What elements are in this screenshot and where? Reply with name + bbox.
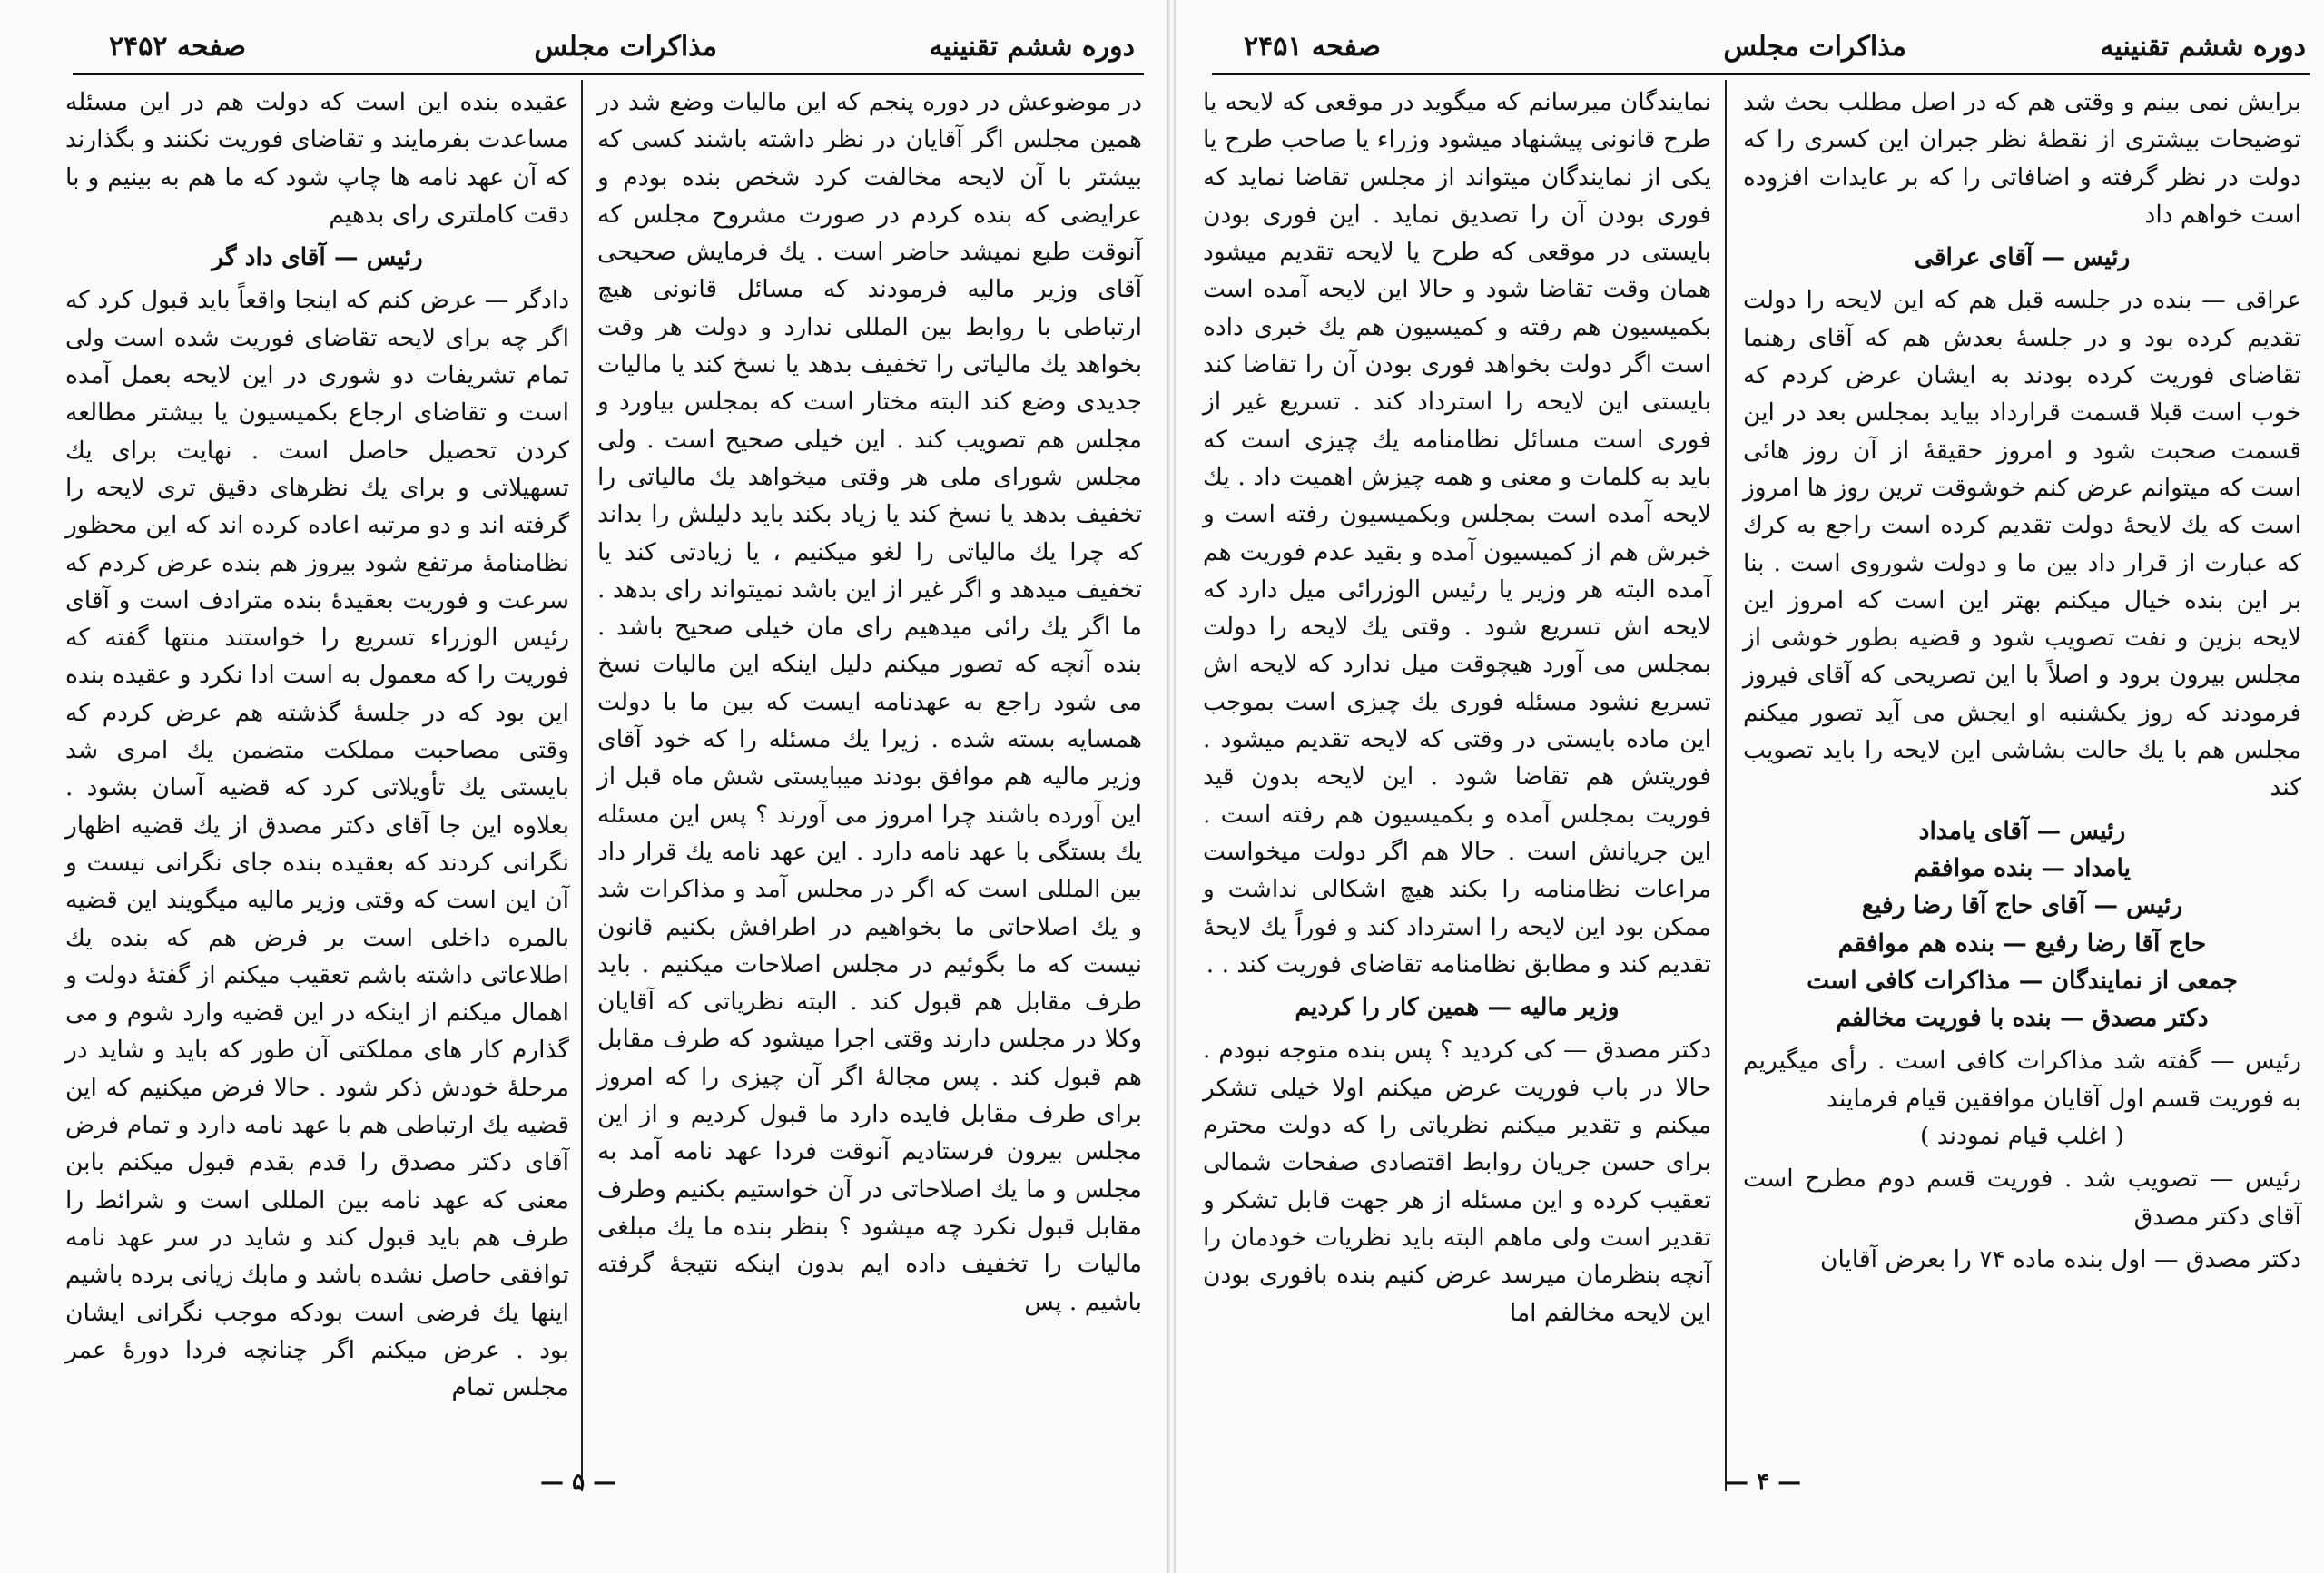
paragraph: عراقی — بنده در جلسه قبل هم که این لایحه را دولت تقدیم کرده بود و در جلسهٔ بعدش هم که آقای رهنما تقاضای فوریت کرده بودند به ایشان عرض کردم که خوب است قبلا قسمت قرارداد بیاید بمجلس بعد در این قسمت صحبت شود و امروز حقیقهٔ از آن روز هائی است که میتوانم عرض کنم خوشوقت ترین روز ها امروز است که یك لایحهٔ دولت تقدیم کرده است راجع به کرك که عبارت از قرار داد بین ما و دولت شوروی است . بنا بر این بنده خیال میکنم بهتر این است که امروز این لایحه بزین و نفت تصویب شود و قضیه بطور خوشی از مجلس بیرون برود و اصلاً با این تصریحی که آقای فیروز فرمودند که روز یکشنبه او ایجش می آید تصور میکنم مجلس هم با یك حالت بشاشی این لایحه را باید تصویب کند <box>1743 286 2301 802</box>
left-page-number: — ۵ — <box>540 1469 617 1496</box>
speaker-heading: رئیس — آقای عراقی <box>1914 243 2131 272</box>
right-page <box>1176 0 2324 1573</box>
book-gutter <box>1167 0 1176 1573</box>
speaker-heading: رئیس — آقای یامداد <box>1918 816 2126 845</box>
left-header-title: مذاکرات مجلس <box>534 31 717 63</box>
speaker-line: دکتر مصدق — بنده با فوریت مخالفم <box>1836 1004 2209 1033</box>
paragraph: برایش نمی بینم و وقتی هم که در اصل مطلب بحث شد توضیحات بیشتری از نقطهٔ نظر جبران این کسری را که دولت در نظر گرفته و اضافاتی را که بر عایدات افزوده است خواهم داد <box>1743 88 2301 229</box>
paragraph: رئیس — گفته شد مذاکرات کافی است . رأی میگیریم به فوریت قسم اول آقایان موافقین قیام فرمایند <box>1743 1047 2301 1113</box>
left-page-header <box>109 20 1144 74</box>
paragraph: دکتر مصدق — کی کردید ؟ پس بنده متوجه نبودم . حالا در باب فوریت عرض میکنم اولا خیلی تشکر میکنم و تقدیر میکنم نظریاتی را که دولت محترم برای حسن جریان روابط اقتصادی صفحات شمالی تعقیب کرده و این مسئله از هر جهت قابل تشکر و تقدیر است ولی ماهم البته باید نظریات خودمان را آنچه بنظرمان میرسد عرض کنیم بنده بافوری بودن این لایحه مخالفم اما <box>1203 1036 1711 1327</box>
speaker-heading: رئیس — آقای داد گر <box>212 243 423 272</box>
right-column-divider <box>1725 80 1727 1491</box>
speaker-heading: وزیر مالیه — همین کار را کردیم <box>1295 993 1620 1022</box>
speaker-heading: رئیس — آقای حاج آقا رضا رفیع <box>1861 891 2183 920</box>
paragraph: نمایندگان میرسانم که میگوید در موقعی که لایحه یا طرح قانونی پیشنهاد میشود وزراء یا صاحب طرح یا یکی از نمایندگان میتواند از مجلس تقاضا نماید که فوری بودن آن را تصدیق نماید . این فوری بودن بایستی در موقعی که طرح یا لایحه تقدیم میشود همان وقت تقاضا شود و حالا این لایحه آمده است بکمیسیون هم رفته و کمیسیون هم یك خبری داده است اگر دولت بخواهد فوری بودن آن را تقاضا کند بایستی این لایحه را استرداد کند . تسریع غیر از فوری است مسائل نظامنامه یك چیزی است که باید به کلمات و معنی و همه چیزش اهمیت داد . یك لایحه آمده است بمجلس وبکمیسیون رفته است و خبرش هم از کمیسیون آمده و بقید عدم فوریت هم آمده البته هر وزیر یا رئیس الوزرائی میل دارد که لایحه اش تسریع شود . وقتی یك لایحه را دولت بمجلس می آورد هیچوقت میل ندارد که لایحه اش تسریع نشود مسئله فوری یك چیزی است بموجب این ماده بایستی در وقتی که لایحه تقدیم میشود . فوریتش هم تقاضا شود . این لایحه بدون قید فوریت بمجلس آمده و بکمیسیون هم رفته است . این جریانش است . حالا هم اگر دولت میخواست مراعات نظامنامه را بکند هیچ اشکالی نداشت و ممکن بود این لایحه را استرداد کند و فوراً یك لایحهٔ تقدیم کند و مطابق نظامنامه تقاضای فوریت کند . . <box>1203 88 1711 978</box>
paragraph: عقیده بنده این است که دولت هم در این مسئله مساعدت بفرمایند و تقاضای فوریت نکنند و بگذارند که آن عهد نامه ها چاپ شود که ما هم به بینیم و با دقت کاملتری رای بدهیم <box>65 88 569 229</box>
speaker-line: یامداد — بنده موافقم <box>1913 853 2132 882</box>
right-page-header <box>1244 20 2306 74</box>
left-header-page-label: صفحه ۲۴۵۲ <box>109 31 246 63</box>
paragraph: در موضوعش در دوره پنجم که این مالیات وضع شد در همین مجلس اگر آقایان در نظر داشته باشند کسی که بیشتر با آن لایحه مخالفت کرد شخص بنده بودم و عرایضی که بنده کردم در صورت مشروح مجلس که آنوقت طبع نمیشد حاضر است . یك فرمایش صحیحی آقای وزیر مالیه فرمودند که مسائل قانونی هیچ ارتباطی با روابط بین المللی ندارد و دولت هر وقت بخواهد یك مالیاتی را تخفیف بدهد یا نسخ کند یا مالیات جدیدی وضع کند البته مختار است که بمجلس بیاورد و مجلس هم تصویب کند . این خیلی صحیح است . ولی مجلس شورای ملی هر وقتی میخواهد یك مالیاتی را تخفیف بدهد یا نسخ کند یا زیاد بکند باید دلیلش را بداند که چرا یك مالیاتی را لغو میکنیم ، یا زیادتی کند یا تخفیف میدهد و اگر غیر از این باشد نمیتواند رای بدهد . ما اگر یك رائی میدهیم رای مان خیلی صحیح باشد . بنده آنچه که تصور میکنم دلیل اینکه این مالیات نسخ می شود راجع به عهدنامه ایست که بین ما با دولت همسایه بسته شده . زیرا یك مسئله را که خود آقای وزیر مالیه هم موافق بودند میبایستی شش ماه قبل از این آورده باشند چرا امروز می آورند ؟ پس این مسئله یك بستگی با عهد نامه دارد . این عهد نامه یك قرار داد بین المللی است که اگر در مجلس آمد و مذاکرات شد و یك اصلاحاتی ما بخواهیم در اطرافش بکنیم قانون نیست که ما بگوئیم در مجلس اصلاحات میکنیم . باید طرف مقابل هم قبول کند . البته نظریاتی که آقایان وکلا در مجلس دارند وقتی اجرا میشود که طرف مقابل هم قبول کند . پس مجالهٔ اگر آن چیزی را که امروز برای طرف مقابل فایده دارد ما قبول کردیم و از این مجلس بیرون فرستادیم آنوقت فردا عهد نامه آمد به مجلس و ما یك اصلاحاتی در آن خواستیم بکنیم وطرف مقابل قبول نکرد چه میشود ؟ بنظر بنده ما یك مبلغی مالیات را تخفیف داده ایم بدون اینکه نتیجهٔ گرفته باشیم . پس <box>597 88 1142 1316</box>
vote-note: ( اغلب قیام نمودند ) <box>1919 1122 2124 1151</box>
left-header-rule <box>73 73 1144 75</box>
paragraph: رئیس — تصویب شد . فوریت قسم دوم مطرح است آقای دکتر مصدق <box>1743 1165 2301 1231</box>
right-header-page-label: صفحه ۲۴۵۱ <box>1244 31 1381 63</box>
left-header-session: دوره ششم تقنینیه <box>929 31 1135 63</box>
speaker-line: حاج آقا رضا رفیع — بنده هم موافقم <box>1837 929 2207 958</box>
right-page-column-left <box>1203 84 1711 1332</box>
left-column-divider <box>581 80 583 1491</box>
right-page-column-right <box>1743 84 2301 1278</box>
right-page-number: — ۴ — <box>1725 1469 1802 1496</box>
paragraph: دکتر مصدق — اول بنده ماده ۷۴ را بعرض آقایان <box>1820 1244 2301 1273</box>
left-page-column-right <box>597 84 1142 1321</box>
speaker-line: جمعی از نمایندگان — مذاکرات کافی است <box>1807 966 2238 995</box>
right-header-rule <box>1212 73 2310 75</box>
right-header-title: مذاکرات مجلس <box>1723 31 1906 63</box>
right-header-session: دوره ششم تقنینیه <box>2100 31 2306 63</box>
left-page-column-left <box>65 84 569 1406</box>
paragraph: دادگر — عرض کنم که اینجا واقعاً باید قبول کرد که اگر چه برای لایحه تقاضای فوریت شده است ولی تمام تشریفات دو شوری در این لایحه بعمل آمده است و تقاضای ارجاع بکمیسیون یا بیشتر مطالعه کردن تحصیل حاصل است . نهایت برای یك تسهیلاتی و برای یك نظرهای دقیق تری لایحه را گرفته اند و دو مرتبه اعاده کرده اند که این محظور نظامنامهٔ مرتفع شود بیروز هم بنده عرض کردم که سرعت و فوریت بعقیدهٔ بنده مترادف است و آقای رئیس الوزراء تسریع را خواستند منتها گفته که فوریت را که معمول به است ادا نکرد و عقیده بنده این بود که در جلسهٔ گذشته هم عرض کردم که وقتی مصاحبت مملکت متضمن یك امری شد بایستی یك تأویلاتی کرد که قضیه آسان بشود . بعلاوه این جا آقای دکتر مصدق از یك قضیه اظهار نگرانی کردند که بعقیده بنده جای نگرانی نیست و آن این است که وقتی وزیر مالیه میگویند این قضیه بالمره داخلی است بر فرض هم که بنده یك اطلاعاتی داشته باشم تعقیب میکنم از گفتهٔ دولت و اهمال میکنم از اینکه در این قضیه وارد شوم و می گذارم کار های مملکتی آن طور که باید و شاید در مرحلهٔ خودش ذکر شود . حالا فرض میکنیم که این قضیه یك ارتباطی هم با عهد نامه دارد و تمام فرض آقای دکتر مصدق را قدم بقدم قبول میکنم بابن معنی که عهد نامه بین المللی است و شرائط را طرف هم باید قبول کند و شاید در سر عهد نامه توافقی حاصل نشده باشد و مابك زیانی برده باشیم اینها یك فرضی است بودکه موجب نگرانی ایشان بود . عرض میکنم اگر چنانچه فردا دورهٔ عمر مجلس تمام <box>65 286 569 1402</box>
